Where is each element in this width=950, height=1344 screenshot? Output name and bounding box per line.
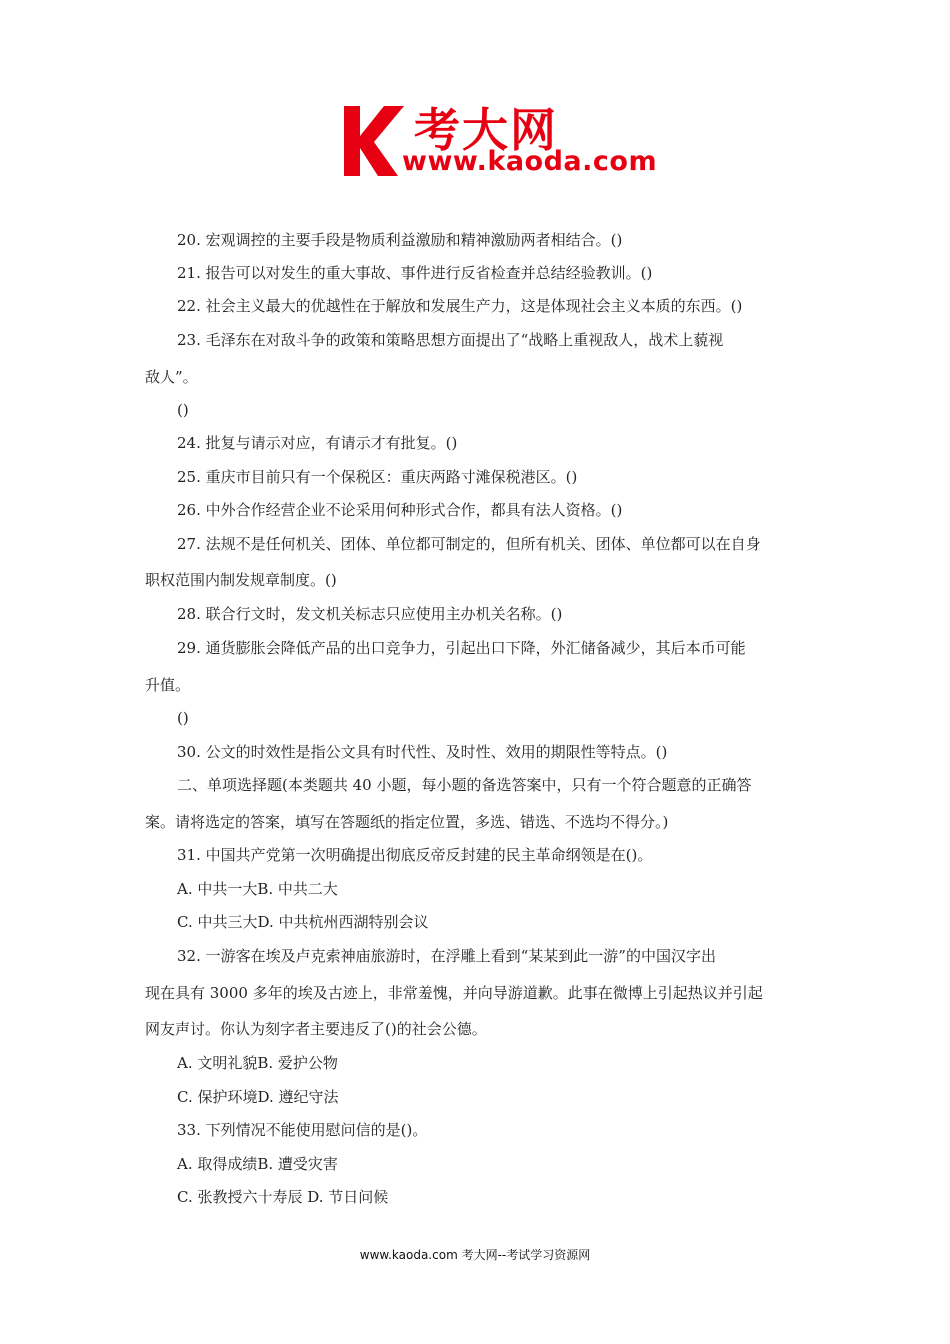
question-24: 24. 批复与请示对应，有请示才有批复。() (177, 434, 458, 452)
question-23-cont: 敌人”。 (145, 368, 198, 386)
question-26: 26. 中外合作经营企业不论采用何种形式合作，都具有法人资格。() (177, 501, 623, 519)
question-21: 21. 报告可以对发生的重大事故、事件进行反省检查并总结经验教训。() (177, 264, 653, 282)
question-32-cont: 现在具有 3000 多年的埃及古迹上，非常羞愧，并向导游道歉。此事在微博上引起热议并引起 (145, 984, 763, 1002)
question-22: 22. 社会主义最大的优越性在于解放和发展生产力，这是体现社会主义本质的东西。() (177, 297, 743, 315)
options-32-cd: C. 保护环境D. 遵纪守法 (177, 1088, 339, 1106)
question-30: 30. 公文的时效性是指公文具有时代性、及时性、效用的期限性等特点。() (177, 743, 668, 761)
answer-blank: () (177, 401, 189, 419)
options-33-cd: C. 张教授六十寿辰 D. 节日问候 (177, 1188, 389, 1206)
options-31-ab: A. 中共一大B. 中共二大 (177, 880, 338, 898)
logo-brand-name: 考大网 (414, 103, 558, 157)
section-heading-cont: 案。请将选定的答案，填写在答题纸的指定位置，多选、错选、不选均不得分。) (145, 813, 669, 831)
question-32: 32. 一游客在埃及卢克索神庙旅游时，在浮雕上看到“某某到此一游”的中国汉字出 (177, 947, 716, 965)
k-logo-icon (340, 100, 410, 180)
question-31: 31. 中国共产党第一次明确提出彻底反帝反封建的民主革命纲领是在()。 (177, 846, 653, 864)
options-33-ab: A. 取得成绩B. 遭受灾害 (177, 1155, 338, 1173)
options-31-cd: C. 中共三大D. 中共杭州西湖特别会议 (177, 913, 429, 931)
question-29: 29. 通货膨胀会降低产品的出口竞争力，引起出口下降，外汇储备减少，其后本币可能 (177, 639, 746, 657)
question-27: 27. 法规不是任何机关、团体、单位都可制定的，但所有机关、团体、单位都可以在自身 (177, 535, 761, 553)
logo-brand-url: www.kaoda.com (402, 146, 658, 177)
answer-blank: () (177, 709, 189, 727)
question-20: 20. 宏观调控的主要手段是物质利益激励和精神激励两者相结合。() (177, 231, 623, 249)
question-29-cont: 升值。 (145, 676, 191, 694)
section-heading: 二、单项选择题(本类题共 40 小题，每小题的备选答案中，只有一个符合题意的正确答 (177, 776, 752, 794)
kaoda-logo (340, 96, 670, 188)
page-footer: www.kaoda.com 考大网--考试学习资源网 (359, 1248, 591, 1262)
question-33: 33. 下列情况不能使用慰问信的是()。 (177, 1121, 428, 1139)
question-32-cont: 网友声讨。你认为刻字者主要违反了()的社会公德。 (145, 1020, 487, 1038)
options-32-ab: A. 文明礼貌B. 爱护公物 (177, 1054, 338, 1072)
question-28: 28. 联合行文时，发文机关标志只应使用主办机关名称。() (177, 605, 563, 623)
question-25: 25. 重庆市目前只有一个保税区：重庆两路寸滩保税港区。() (177, 468, 578, 486)
question-23: 23. 毛泽东在对敌斗争的政策和策略思想方面提出了“战略上重视敌人，战术上藐视 (177, 331, 724, 349)
question-27-cont: 职权范围内制发规章制度。() (145, 571, 337, 589)
